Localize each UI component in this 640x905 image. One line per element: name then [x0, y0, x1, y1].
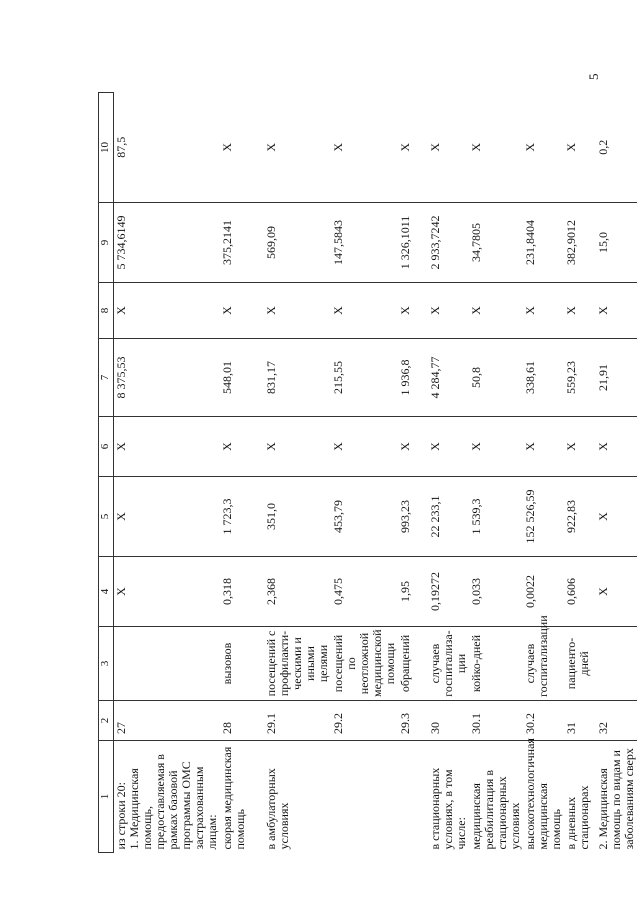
cell: X	[523, 283, 564, 339]
cell: X	[331, 417, 398, 477]
row-number: 32	[596, 701, 637, 741]
cell: X	[469, 142, 483, 152]
cell: 1 936,8	[398, 339, 428, 417]
row-label: 2. Медицинская помощь по видам и заболеваниям сверх	[596, 741, 637, 853]
cell: 2 933,7242	[428, 203, 469, 283]
header-cell: 8	[99, 283, 114, 339]
cell: 548,01	[220, 339, 264, 417]
cell: 34,7805	[469, 203, 523, 283]
cell: 0,475	[331, 557, 398, 627]
cell: 87,5	[114, 136, 128, 158]
cell: X	[564, 417, 596, 477]
cell: 4 284,77	[428, 339, 469, 417]
cell: 382,9012	[564, 203, 596, 283]
cell: 1 326,1011	[398, 203, 428, 283]
data-table	[98, 92, 637, 853]
row-label: скорая медицинская помощь	[220, 741, 264, 853]
cell: 0,19272	[428, 557, 469, 627]
header-cell: 4	[99, 557, 114, 627]
row-number: 28	[220, 701, 264, 741]
header-cell: 2	[99, 701, 114, 741]
cell: X	[398, 283, 428, 339]
cell: X	[596, 283, 637, 339]
row-label: из строки 20: 1. Медицинская помощь, предоставляемая в рамках базовой программы ОМС застрахованным лицам:	[114, 741, 221, 853]
cell: 0,2	[596, 139, 610, 155]
cell: X	[264, 283, 331, 339]
cell: X	[220, 142, 234, 152]
table-row	[523, 93, 564, 853]
table-row	[428, 93, 469, 853]
unit: койко-дней	[469, 627, 523, 701]
cell: X	[264, 417, 331, 477]
cell: 0,606	[564, 557, 596, 627]
row-label: в дневных стационарах	[564, 741, 596, 853]
cell: 922,83	[564, 477, 596, 557]
cell: 50,8	[469, 339, 523, 417]
cell: 831,17	[264, 339, 331, 417]
header-cell: 1	[99, 741, 114, 853]
cell: X	[564, 283, 596, 339]
cell: X	[469, 283, 523, 339]
unit	[114, 627, 221, 701]
cell: X	[428, 283, 469, 339]
header-cell: 9	[99, 203, 114, 283]
row-number: 27	[114, 701, 221, 741]
cell: 0,033	[469, 557, 523, 627]
cell: X	[114, 417, 221, 477]
header-cell: 10	[99, 93, 114, 203]
row-number: 30.2	[523, 701, 564, 741]
cell: X	[564, 142, 578, 152]
header-cell: 6	[99, 417, 114, 477]
cell: 351,0	[264, 477, 331, 557]
cell: 15,0	[596, 203, 637, 283]
cell: X	[596, 477, 637, 557]
unit: обращений	[398, 627, 428, 701]
cell: 559,23	[564, 339, 596, 417]
cell: X	[398, 142, 412, 152]
cell: X	[220, 283, 264, 339]
cell: X	[264, 142, 278, 152]
cell: 0,318	[220, 557, 264, 627]
cell: X	[596, 417, 637, 477]
cell: X	[331, 142, 345, 152]
cell: 1 539,3	[469, 477, 523, 557]
cell: X	[114, 557, 221, 627]
row-number: 29.2	[331, 701, 398, 741]
row-label: в амбулаторных условиях	[264, 741, 331, 853]
header-cell: 5	[99, 477, 114, 557]
cell: X	[220, 417, 264, 477]
cell: 231,8404	[523, 203, 564, 283]
row-number: 31	[564, 701, 596, 741]
row-label: медицинская реабилитация в стационарных условиях	[469, 741, 523, 853]
row-number: 29.3	[398, 701, 428, 741]
cell: X	[523, 417, 564, 477]
cell: 21,91	[596, 339, 637, 417]
cell: 569,09	[264, 203, 331, 283]
cell: 375,2141	[220, 203, 264, 283]
page-number: 5	[586, 73, 601, 80]
cell: 1 723,3	[220, 477, 264, 557]
unit: случаев госпитализации	[523, 627, 564, 701]
row-label: высокотехнологичная медицинская помощь	[523, 741, 564, 853]
table-row	[220, 93, 264, 853]
table-row	[264, 93, 331, 853]
cell: 152 526,59	[523, 477, 564, 557]
row-label	[398, 741, 428, 853]
unit: посещений с профилакти-ческими и иными целями	[264, 627, 331, 701]
cell: 993,23	[398, 477, 428, 557]
header-row	[99, 93, 114, 853]
row-number: 30.1	[469, 701, 523, 741]
row-label: в стационарных условиях, в том числе:	[428, 741, 469, 853]
cell: 2,368	[264, 557, 331, 627]
cell: X	[523, 142, 537, 152]
rotated-table-sheet	[98, 93, 636, 853]
cell: X	[114, 477, 221, 557]
cell: X	[114, 283, 221, 339]
table-row	[469, 93, 523, 853]
cell: X	[428, 417, 469, 477]
header-cell: 7	[99, 339, 114, 417]
cell: 215,55	[331, 339, 398, 417]
cell: X	[469, 417, 523, 477]
unit	[596, 627, 637, 701]
cell: 1,95	[398, 557, 428, 627]
cell: 147,5843	[331, 203, 398, 283]
table-row	[564, 93, 596, 853]
row-label	[331, 741, 398, 853]
cell: 22 233,1	[428, 477, 469, 557]
unit: посещений по неотложной медицинской помощи	[331, 627, 398, 701]
row-number: 30	[428, 701, 469, 741]
unit: случаев госпитализа-ции	[428, 627, 469, 701]
table-row	[596, 93, 637, 853]
unit: пациенто-дней	[564, 627, 596, 701]
cell: 338,61	[523, 339, 564, 417]
cell: 0,0022	[523, 557, 564, 627]
cell: X	[596, 557, 637, 627]
row-number: 29.1	[264, 701, 331, 741]
cell: 453,79	[331, 477, 398, 557]
table-row	[331, 93, 398, 853]
table-row	[114, 93, 221, 853]
table-row	[398, 93, 428, 853]
cell: X	[428, 142, 442, 152]
cell: 5 734,6149	[114, 203, 221, 283]
unit: вызовов	[220, 627, 264, 701]
cell: X	[398, 417, 428, 477]
cell: 8 375,53	[114, 339, 221, 417]
header-cell: 3	[99, 627, 114, 701]
cell: X	[331, 283, 398, 339]
